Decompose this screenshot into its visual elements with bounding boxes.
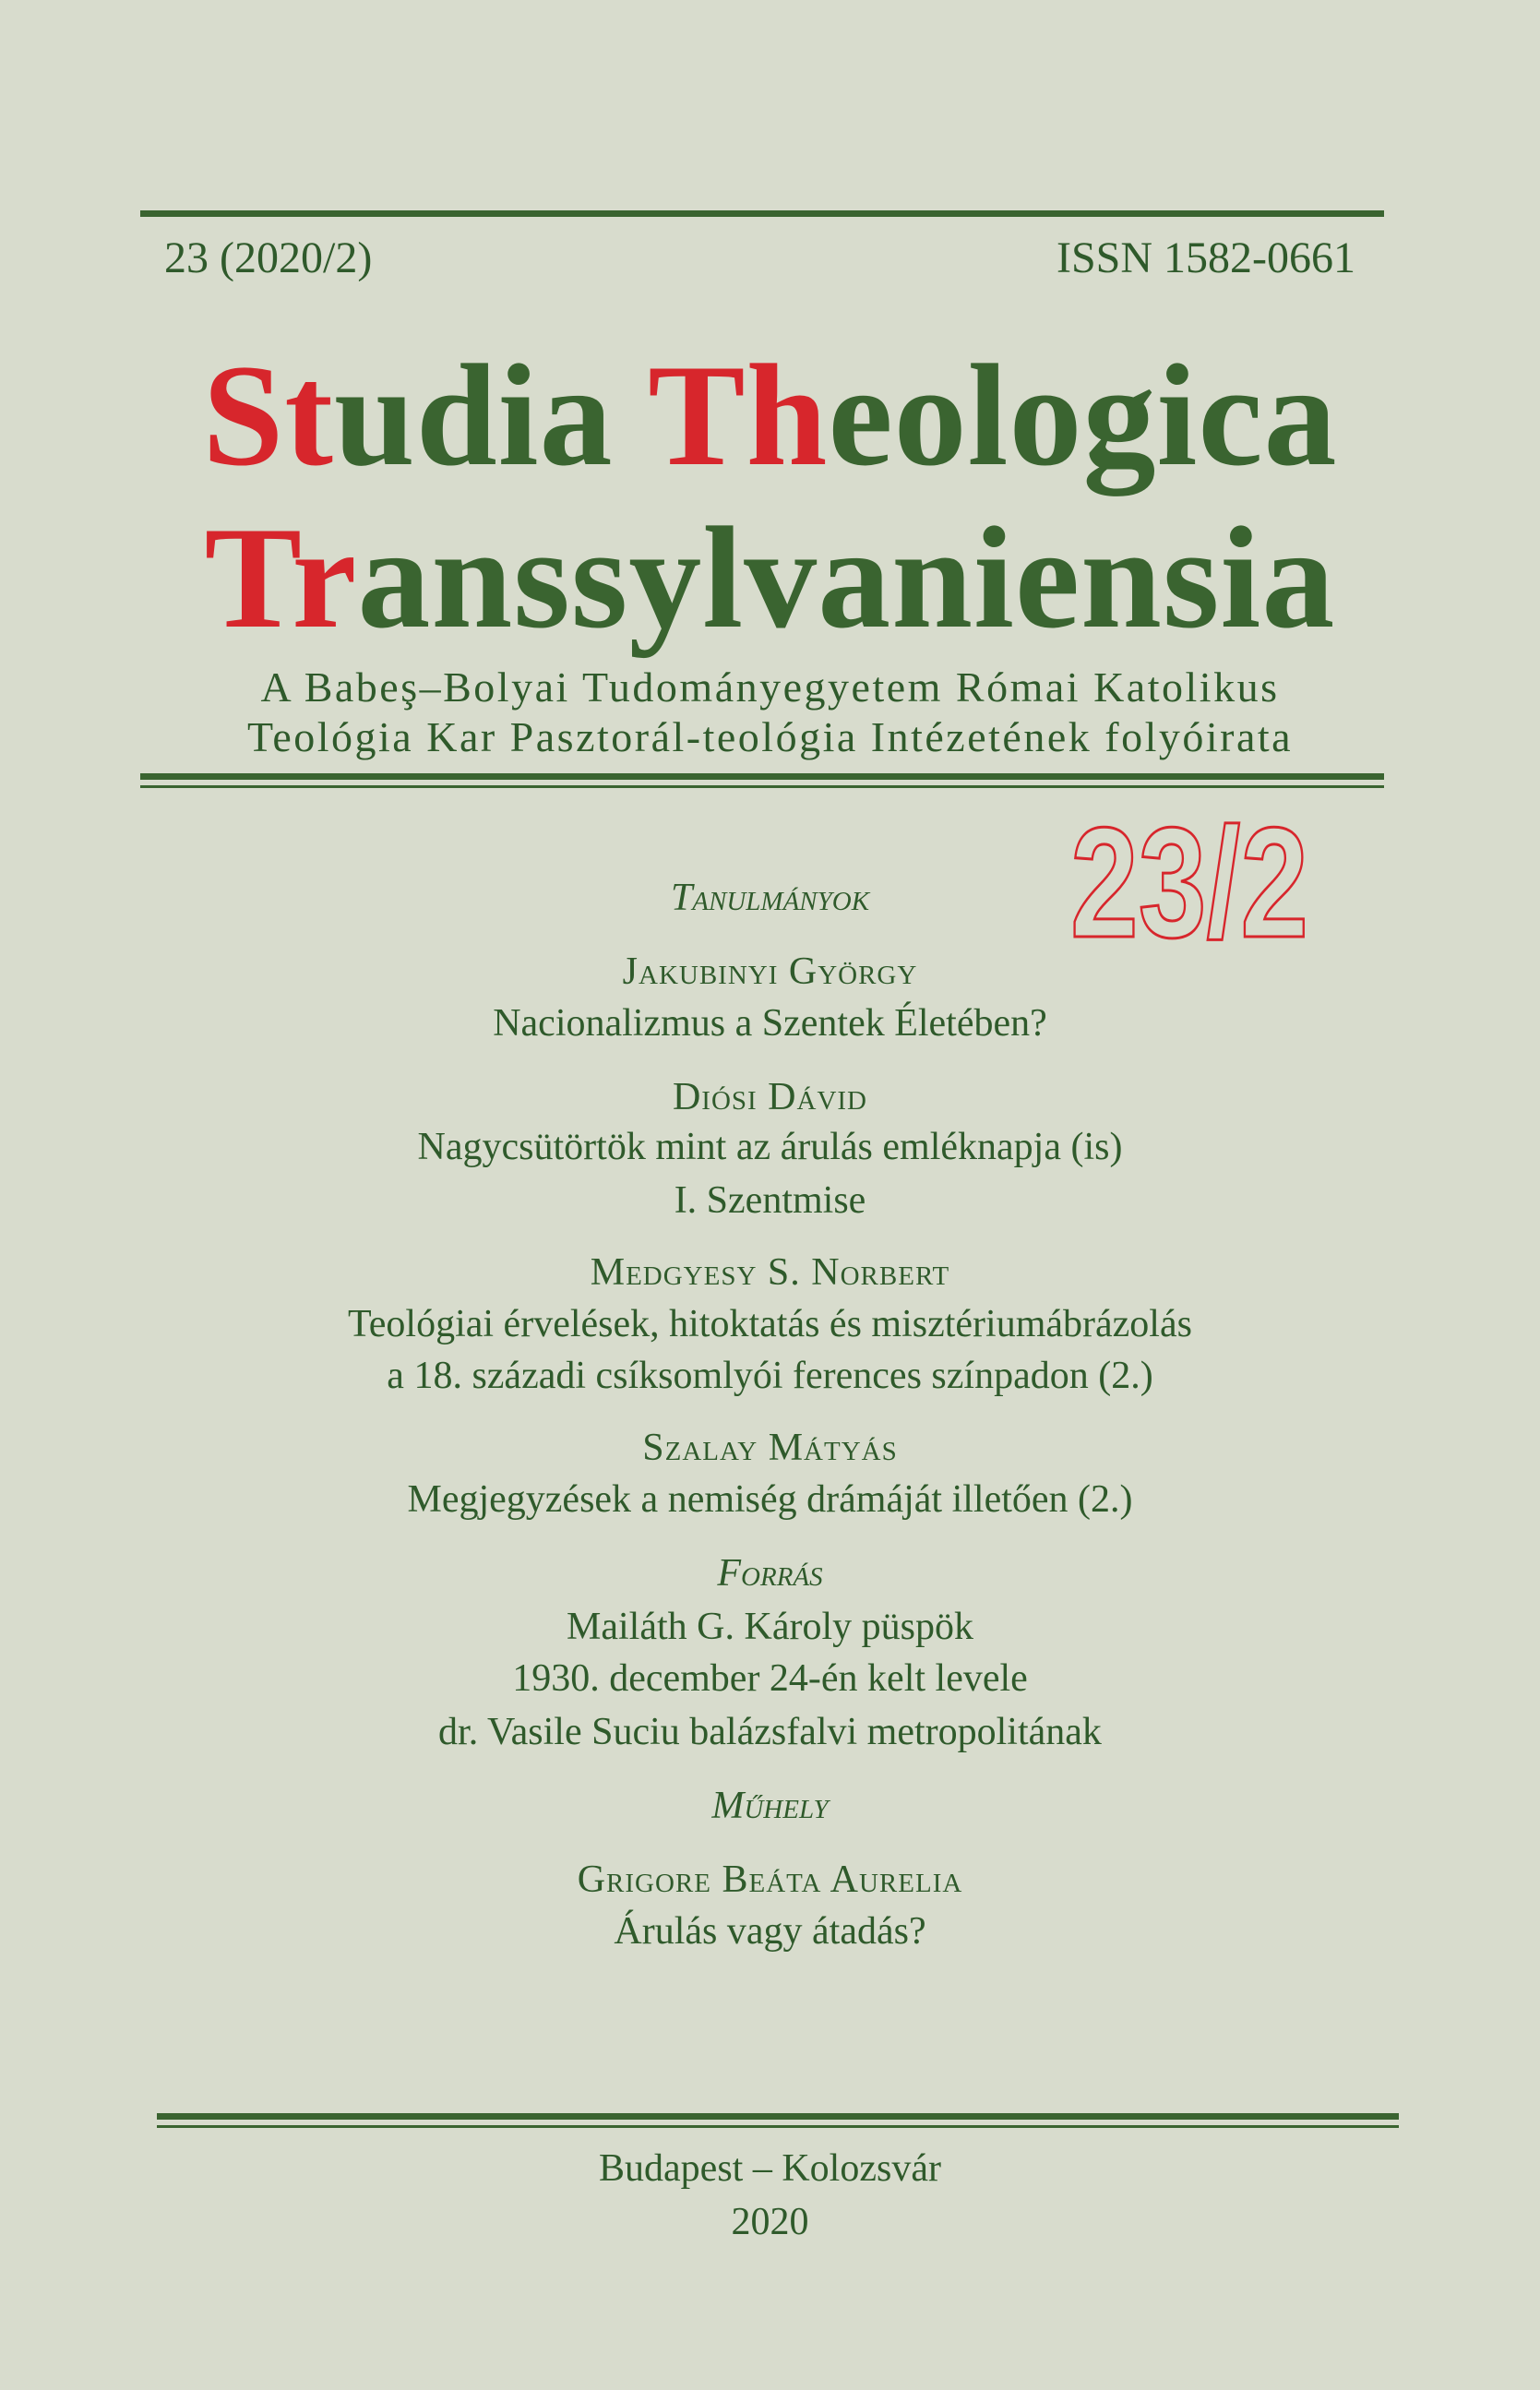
section-heading-forras: Forrás bbox=[717, 1552, 823, 1595]
title-red-th: Th bbox=[648, 335, 829, 496]
article-author: Diósi Dávid bbox=[672, 1076, 868, 1118]
title-green-udia: udia bbox=[333, 335, 649, 496]
subtitle-line-1: A Babeş–Bolyai Tudományegyetem Római Katolikus bbox=[260, 663, 1280, 711]
article-title: Nagycsütörtök mint az árulás emléknapja (is) bbox=[417, 1126, 1123, 1168]
subtitle-line-2: Teológia Kar Pasztorál-teológia Intézetének folyóirata bbox=[246, 713, 1294, 760]
issue-number: 23 (2020/2) bbox=[164, 233, 373, 282]
mid-rule-thin bbox=[140, 785, 1384, 788]
mid-rule-thick bbox=[140, 773, 1384, 780]
source-line: dr. Vasile Suciu balázsfalvi metropolitának bbox=[438, 1711, 1102, 1753]
bottom-rule-thick bbox=[157, 2113, 1399, 2120]
article-title: Árulás vagy átadás? bbox=[614, 1910, 926, 1953]
source-line: Mailáth G. Károly püspök bbox=[567, 1606, 973, 1648]
section-heading-tanulmanyok: Tanulmányok bbox=[670, 877, 870, 919]
article-author: Szalay Mátyás bbox=[642, 1427, 898, 1469]
title-red-tr: Tr bbox=[204, 497, 358, 659]
section-heading-muhely: Műhely bbox=[711, 1785, 829, 1827]
title-green-eologica: eologica bbox=[828, 335, 1338, 496]
journal-title-line-2 bbox=[0, 497, 1540, 659]
article-title: Megjegyzések a nemiség drámáját illetően (2.) bbox=[407, 1478, 1133, 1521]
article-title: a 18. századi csíksomlyói ferences színpadon (2.) bbox=[387, 1355, 1153, 1397]
article-title: Teológiai érvelések, hitoktatás és misztériumábrázolás bbox=[348, 1303, 1192, 1345]
issn: ISSN 1582-0661 bbox=[1056, 233, 1355, 282]
article-author: Medgyesy S. Norbert bbox=[590, 1251, 950, 1294]
article-title: I. Szentmise bbox=[674, 1179, 866, 1222]
article-title: Nacionalizmus a Szentek Életében? bbox=[493, 1002, 1047, 1045]
title-red-st: St bbox=[202, 335, 334, 496]
journal-title-line-1 bbox=[0, 335, 1540, 496]
source-line: 1930. december 24-én kelt levele bbox=[512, 1657, 1028, 1700]
top-rule bbox=[140, 210, 1384, 217]
title-green-anssylvaniensia: anssylvaniensia bbox=[357, 497, 1336, 659]
issue-badge: 23/2 bbox=[1070, 795, 1309, 971]
article-author: Jakubinyi György bbox=[622, 950, 918, 993]
publication-year: 2020 bbox=[731, 2201, 809, 2243]
bottom-rule-thin bbox=[157, 2125, 1399, 2128]
publication-place: Budapest – Kolozsvár bbox=[599, 2147, 941, 2190]
article-author: Grigore Beáta Aurelia bbox=[577, 1858, 963, 1901]
